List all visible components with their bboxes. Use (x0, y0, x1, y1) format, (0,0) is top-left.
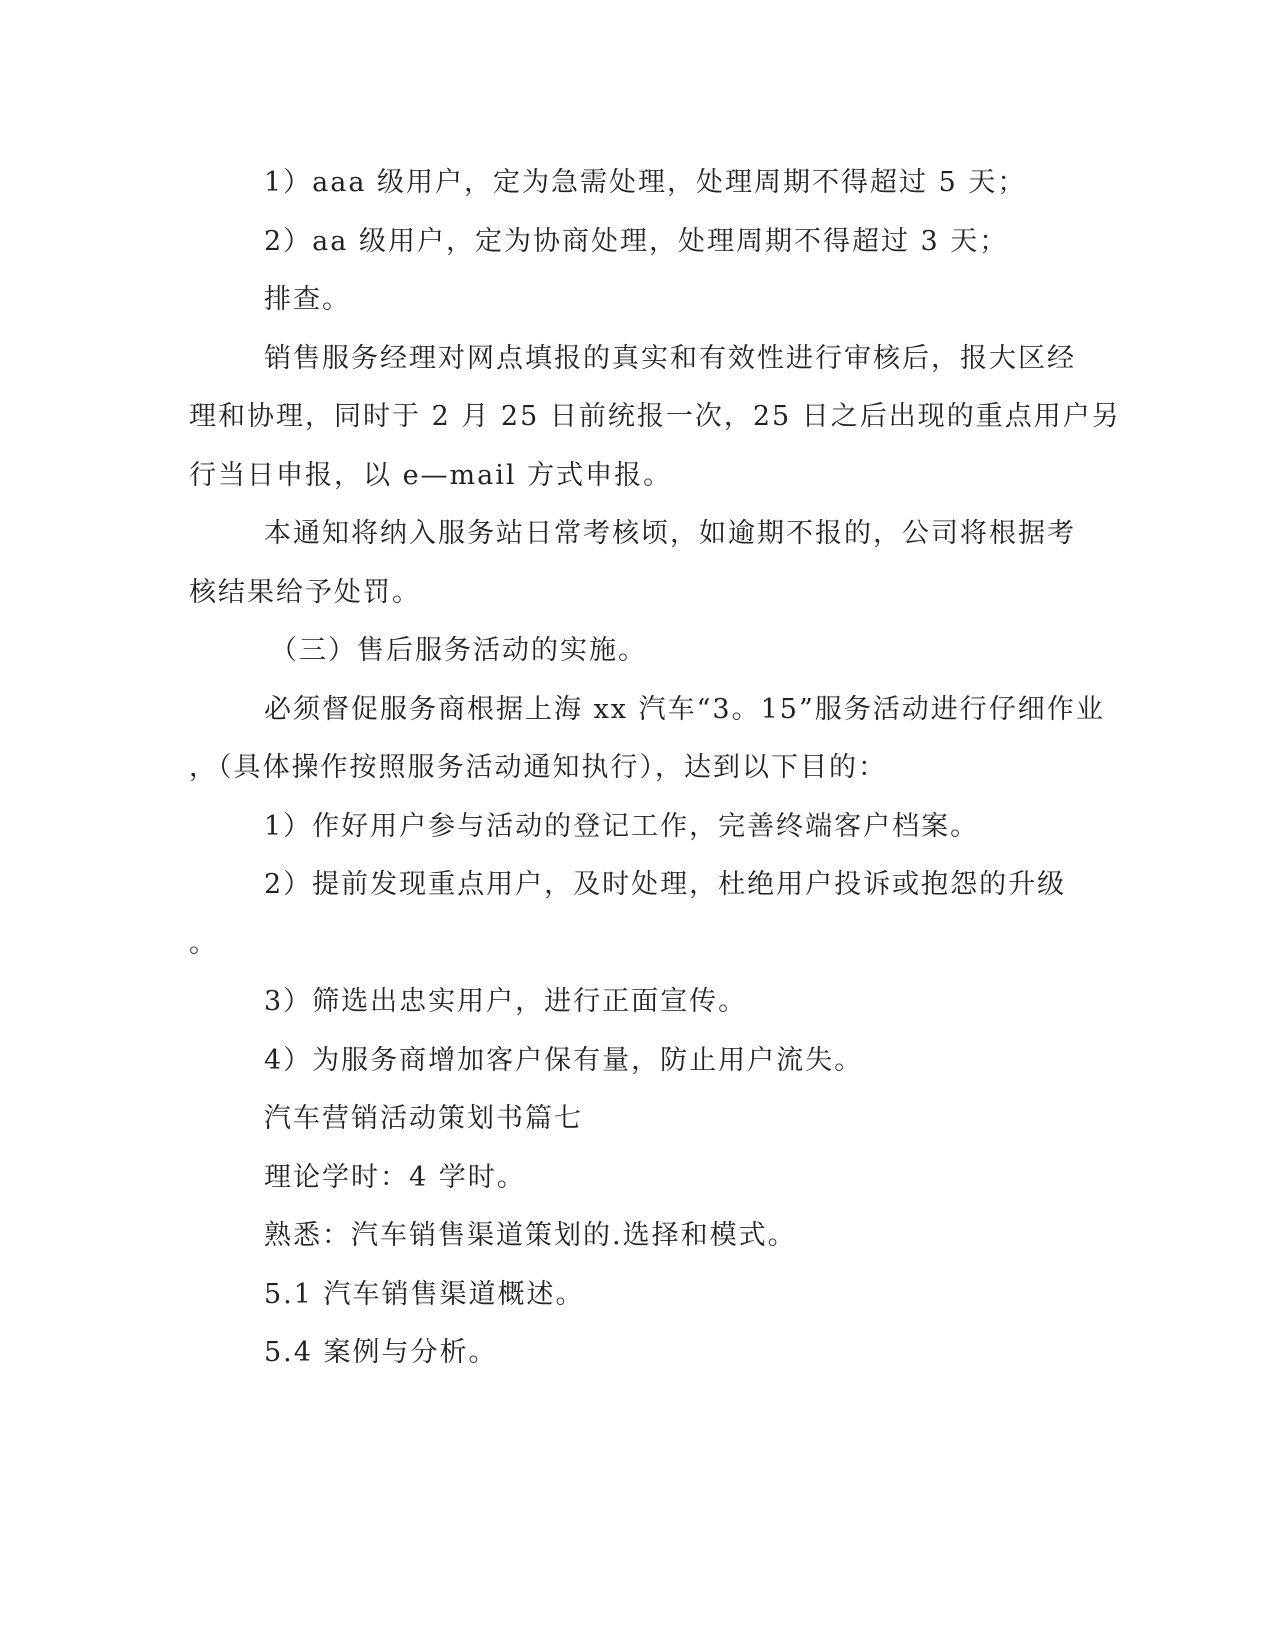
text-line-8: 核结果给予处罚。 (189, 577, 421, 608)
text-line-5: 理和协理，同时于 2 月 25 日前统报一次，25 日之后出现的重点用户另 (189, 401, 1121, 432)
text-line-20: 5.1 汽车销售渠道概述。 (264, 1279, 585, 1310)
text-line-16: 4）为服务商增加客户保有量，防止用户流失。 (264, 1045, 864, 1076)
text-line-4: 销售服务经理对网点填报的真实和有效性进行审核后，报大区经 (264, 343, 1076, 374)
text-line-11: ，（具体操作按照服务活动通知执行），达到以下目的： (189, 752, 887, 783)
document-title: 汽车营销活动策划书篇七 (264, 1103, 583, 1134)
text-line-2: 2）aa 级用户，定为协商处理，处理周期不得超过 3 天； (264, 226, 1009, 257)
text-line-10: 必须督促服务商根据上海 xx 汽车“3。15”服务活动进行仔细作业 (264, 694, 1105, 725)
text-line-12: 1）作好用户参与活动的登记工作，完善终端客户档案。 (264, 811, 980, 842)
text-line-18: 理论学时：4 学时。 (264, 1162, 526, 1193)
text-line-7: 本通知将纳入服务站日常考核顷，如逾期不报的，公司将根据考 (264, 518, 1076, 549)
text-line-15: 3）筛选出忠实用户，进行正面宣传。 (264, 986, 748, 1017)
text-line-6: 行当日申报，以 e—mail 方式申报。 (189, 460, 673, 491)
text-line-14: 。 (189, 928, 218, 959)
text-line-19: 熟悉：汽车销售渠道策划的.选择和模式。 (264, 1220, 797, 1251)
text-line-3: 排查。 (264, 284, 351, 315)
text-line-13: 2）提前发现重点用户，及时处理，杜绝用户投诉或抱怨的升级 (264, 869, 1067, 900)
text-line-21: 5.4 案例与分析。 (264, 1337, 498, 1368)
section-heading: （三）售后服务活动的实施。 (270, 635, 647, 666)
text-line-1: 1）aaa 级用户，定为急需处理，处理周期不得超过 5 天； (264, 167, 1027, 198)
